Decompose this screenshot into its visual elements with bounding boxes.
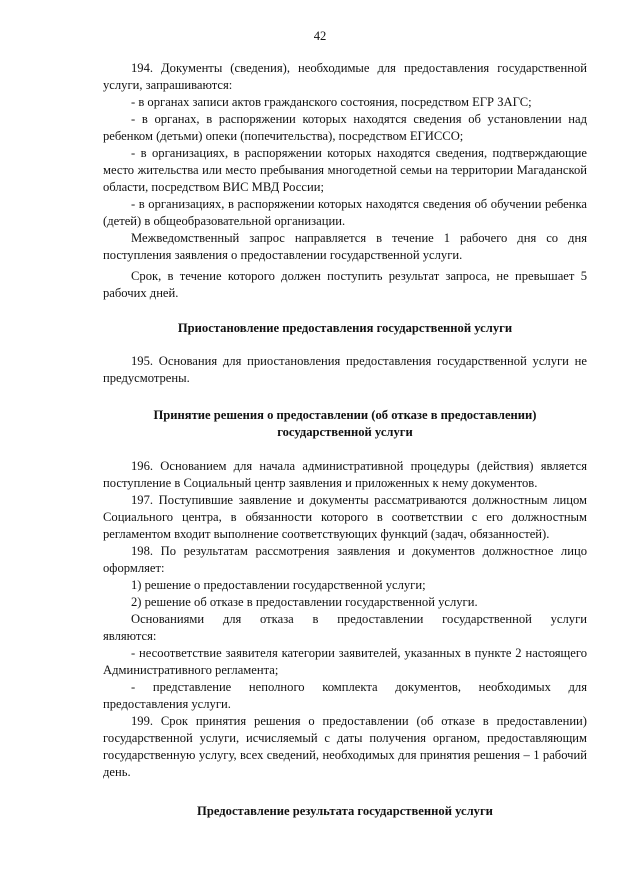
heading-suspension: Приостановление предоставления государственной услуги bbox=[177, 321, 513, 335]
decision-option-grant: 1) решение о предоставлении государственной услуги; bbox=[131, 578, 426, 592]
paragraph-197: 197. Поступившие заявление и документы рассматриваются должностным лицом Социального центра, в обязанности которого в соответствии с его должностным регламентом входит выполнение соответствующих функций (задач, обязанностей). bbox=[103, 493, 587, 541]
paragraph-interagency-request: Межведомственный запрос направляется в течение 1 рабочего дня со дня поступления заявления о предоставлении государственной услуги. bbox=[103, 231, 587, 262]
refusal-grounds-intro: Основаниями для отказа в предоставлении государственной услуги bbox=[131, 612, 587, 626]
list-item-education: - в организациях, в распоряжении которых находятся сведения об обучении ребенка (детей) в общеобразовательной организации. bbox=[103, 197, 587, 228]
paragraph-198: 198. По результатам рассмотрения заявления и документов должностное лицо оформляет: bbox=[103, 544, 587, 575]
decision-option-refuse: 2) решение об отказе в предоставлении государственной услуги. bbox=[131, 595, 478, 609]
list-item-guardianship: - в органах, в распоряжении которых находятся сведения об установлении над ребенком (детьми) опеки (попечительства), посредством ЕГИССО; bbox=[103, 112, 587, 143]
paragraph-196: 196. Основанием для начала административной процедуры (действия) является поступление в Социальный центр заявления и приложенных к нему документов. bbox=[103, 459, 587, 490]
refusal-ground-documents: - представление неполного комплекта документов, необходимых для предоставления услуги. bbox=[103, 680, 587, 711]
paragraph-194: 194. Документы (сведения), необходимые для предоставления государственной услуги, запрашиваются: bbox=[103, 61, 587, 92]
paragraph-199: 199. Срок принятия решения о предоставлении (об отказе в предоставлении) государственной услуги, исчисляемый с даты получения органом, предоставляющим государственную услугу, всех сведений, необходимых для принятия решения – 1 рабочий день. bbox=[103, 714, 587, 779]
heading-decision-line-1: Принятие решения о предоставлении (об отказе в предоставлении) bbox=[153, 408, 537, 422]
heading-decision-line-2: государственной услуги bbox=[277, 425, 413, 439]
refusal-ground-category: - несоответствие заявителя категории заявителей, указанных в пункте 2 настоящего Административного регламента; bbox=[103, 646, 587, 677]
paragraph-response-term: Срок, в течение которого должен поступить результат запроса, не превышает 5 рабочих дней. bbox=[103, 269, 587, 300]
list-item-zags: - в органах записи актов гражданского состояния, посредством ЕГР ЗАГС; bbox=[131, 95, 532, 109]
document-body bbox=[103, 60, 587, 820]
list-item-residence: - в организациях, в распоряжении которых находятся сведения, подтверждающие место жительства или место пребывания многодетной семьи на территории Магаданской области, посредством ВИС МВД России; bbox=[103, 146, 587, 194]
heading-decision bbox=[103, 407, 587, 441]
paragraph-195: 195. Основания для приостановления предоставления государственной услуги не предусмотрены. bbox=[103, 354, 587, 385]
refusal-grounds-intro-end: являются: bbox=[103, 629, 157, 643]
heading-result: Предоставление результата государственной услуги bbox=[197, 804, 493, 818]
page-number: 42 bbox=[313, 29, 327, 43]
